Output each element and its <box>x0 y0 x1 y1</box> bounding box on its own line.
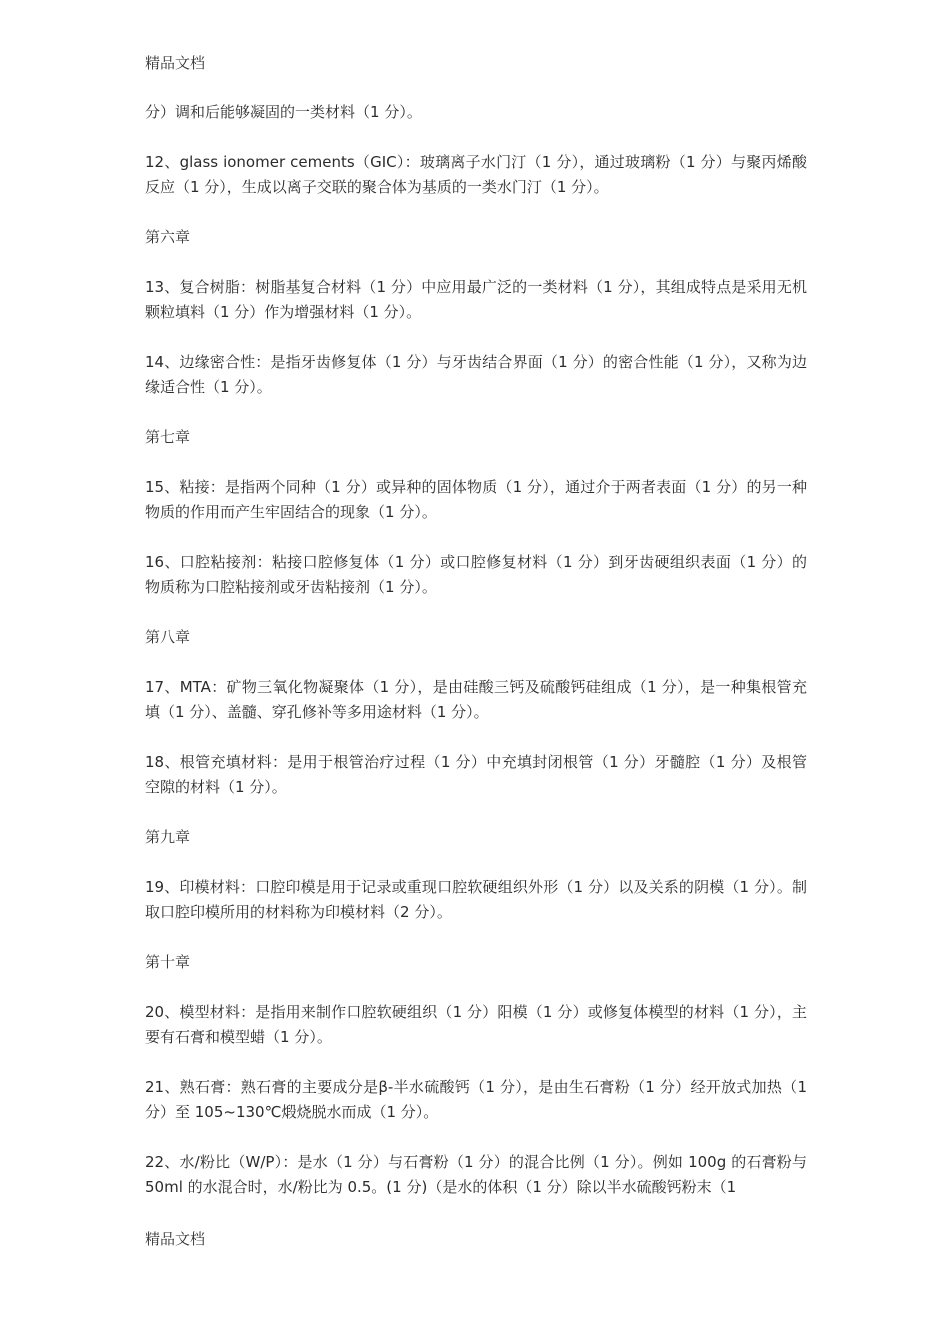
paragraph-19: 19、印模材料：口腔印模是用于记录或重现口腔软硬组织外形（1 分）以及关系的阴模（1 分）。制取口腔印模所用的材料称为印模材料（2 分）。 <box>145 878 807 921</box>
paragraph-18: 18、根管充填材料：是用于根管治疗过程（1 分）中充填封闭根管（1 分）牙髓腔（1 分）及根管空隙的材料（1 分）。 <box>145 753 807 796</box>
chapter-heading-10: 第十章 <box>145 953 191 971</box>
paragraph-14: 14、边缘密合性：是指牙齿修复体（1 分）与牙齿结合界面（1 分）的密合性能（1 分），又称为边缘适合性（1 分）。 <box>145 353 807 396</box>
document-body <box>145 100 807 1200</box>
chapter-heading-8: 第八章 <box>145 628 191 646</box>
page-footer: 精品文档 <box>145 1230 206 1248</box>
page-header: 精品文档 <box>145 54 206 72</box>
paragraph-15: 15、粘接：是指两个同种（1 分）或异种的固体物质（1 分），通过介于两者表面（1 分）的另一种物质的作用而产生牢固结合的现象（1 分）。 <box>145 478 807 521</box>
paragraph-21: 21、熟石膏：熟石膏的主要成分是β-半水硫酸钙（1 分），是由生石膏粉（1 分）经开放式加热（1 分）至 105~130℃煅烧脱水而成（1 分）。 <box>145 1078 807 1121</box>
chapter-heading-7: 第七章 <box>145 428 191 446</box>
paragraph-22: 22、水/粉比（W/P）：是水（1 分）与石膏粉（1 分）的混合比例（1 分）。例如 100g 的石膏粉与 50ml 的水混合时，水/粉比为 0.5。(1 分)（是水的体积（1 分）除以半水硫酸钙粉末（1 <box>145 1153 807 1196</box>
chapter-heading-6: 第六章 <box>145 228 191 246</box>
paragraph-20: 20、模型材料：是指用来制作口腔软硬组织（1 分）阳模（1 分）或修复体模型的材料（1 分），主要有石膏和模型蜡（1 分）。 <box>145 1003 807 1046</box>
paragraph-13: 13、复合树脂：树脂基复合材料（1 分）中应用最广泛的一类材料（1 分），其组成特点是采用无机颗粒填料（1 分）作为增强材料（1 分）。 <box>145 278 807 321</box>
chapter-heading-9: 第九章 <box>145 828 191 846</box>
paragraph-12: 12、glass ionomer cements（GIC）：玻璃离子水门汀（1 分），通过玻璃粉（1 分）与聚丙烯酸反应（1 分），生成以离子交联的聚合体为基质的一类水门汀（1 分）。 <box>145 153 807 196</box>
paragraph-16: 16、口腔粘接剂：粘接口腔修复体（1 分）或口腔修复材料（1 分）到牙齿硬组织表面（1 分）的物质称为口腔粘接剂或牙齿粘接剂（1 分）。 <box>145 553 807 596</box>
paragraph-17: 17、MTA：矿物三氧化物凝聚体（1 分），是由硅酸三钙及硫酸钙硅组成（1 分），是一种集根管充填（1 分）、盖髓、穿孔修补等多用途材料（1 分）。 <box>145 678 807 721</box>
paragraph-continued: 分）调和后能够凝固的一类材料（1 分）。 <box>145 103 422 121</box>
